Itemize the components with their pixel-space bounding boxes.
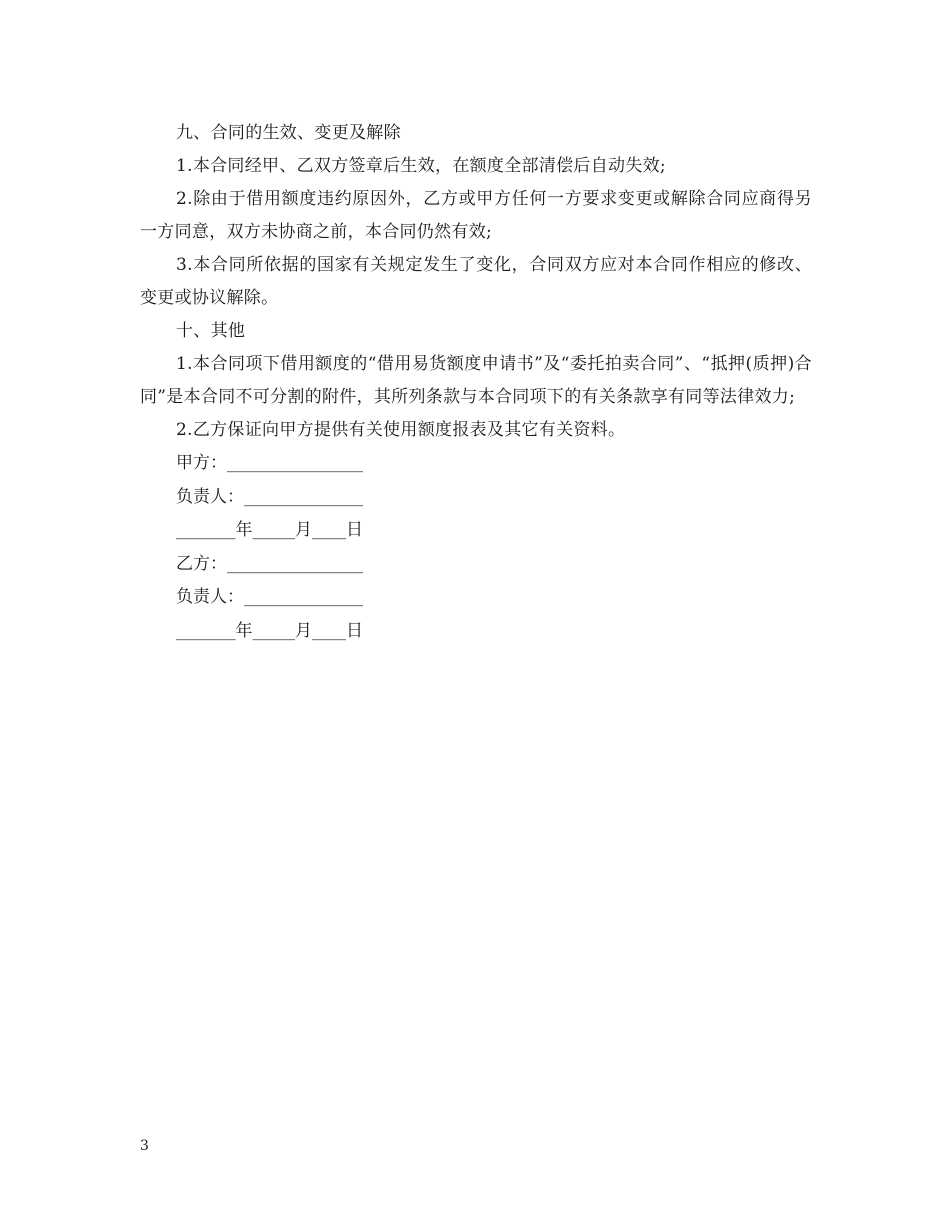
party-a-date-line: _______年_____月____日 bbox=[176, 520, 363, 540]
clause-paragraph: 1.本合同经甲、乙双方签章后生效，在额度全部清偿后自动失效; bbox=[176, 156, 666, 176]
clause-paragraph: 2.除由于借用额度违约原因外，乙方或甲方任何一方要求变更或解除合同应商得另一方同意，双方未协商之前，本合同仍然有效; bbox=[140, 189, 812, 242]
clause-paragraph: 2.乙方保证向甲方提供有关使用额度报表及其它有关资料。 bbox=[176, 420, 626, 440]
signature-block-party-b bbox=[140, 548, 812, 649]
document-body bbox=[140, 117, 812, 648]
party-b-date-line: _______年_____月____日 bbox=[176, 620, 363, 641]
section-heading-other: 十、其他 bbox=[176, 321, 246, 341]
page-number: 3 bbox=[140, 1138, 149, 1154]
party-b-representative-line: 负责人：______________ bbox=[176, 587, 363, 607]
clause-paragraph: 1.本合同项下借用额度的“借用易货额度申请书”及“委托拍卖合同”、“抵押(质押)合同”是本合同不可分割的附件，其所列条款与本合同项下的有关条款享有同等法律效力; bbox=[140, 354, 812, 407]
signature-block-party-a bbox=[140, 447, 812, 548]
clause-paragraph: 3.本合同所依据的国家有关规定发生了变化，合同双方应对本合同作相应的修改、变更或协议解除。 bbox=[140, 255, 812, 308]
section-heading-effect: 九、合同的生效、变更及解除 bbox=[176, 123, 401, 143]
party-a-representative-line: 负责人：______________ bbox=[176, 486, 363, 507]
party-a-line: 甲方：________________ bbox=[176, 453, 363, 473]
party-b-line: 乙方：________________ bbox=[176, 553, 363, 574]
